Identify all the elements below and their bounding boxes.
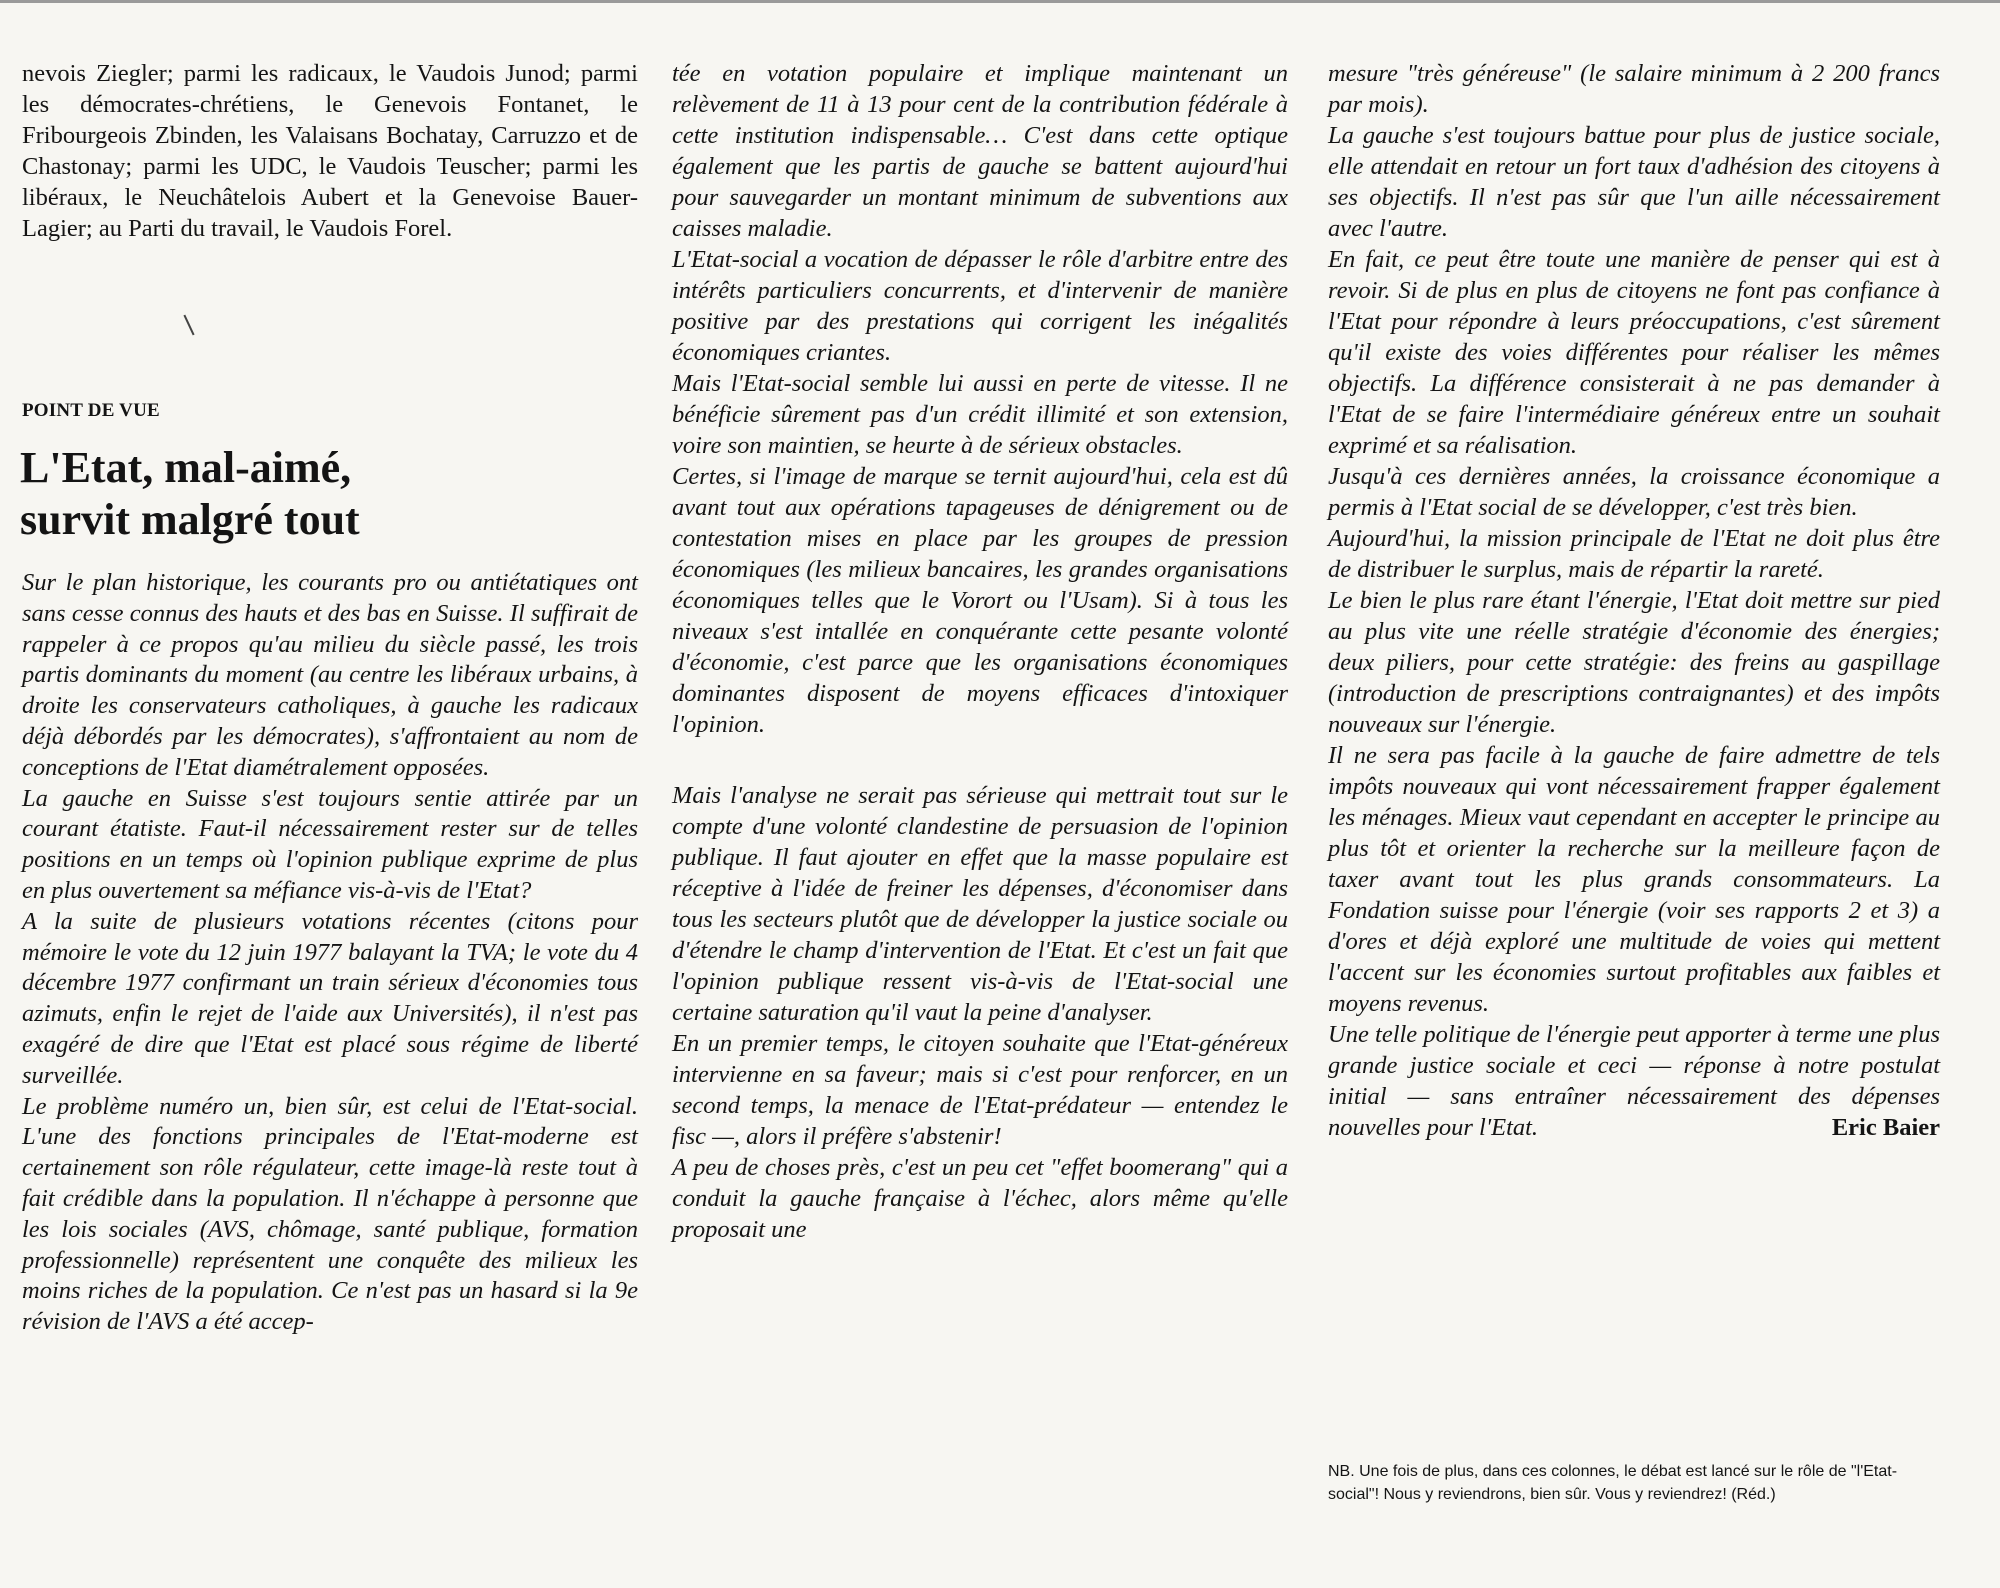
article-paragraph: Il ne sera pas facile à la gauche de faire admettre de tels impôts nouveaux qui vont nécessairement frapper également les ménages. Mieux vaut cependant en accepter le principe au plus tôt et orienter la recherche sur la meilleure façon de taxer avant tout les plus grands consommateurs. La Fondation suisse pour l'énergie (voir ses rapports 2 et 3) a d'ores et déjà exploré une multitude de voies qui mettent l'accent sur les économies surtout profitables aux faibles et moyens revenus.	[1328, 742, 1940, 1017]
article-paragraph: A peu de choses près, c'est un peu cet "effet boomerang" qui a conduit la gauche française à l'échec, alors même qu'elle proposait une	[672, 1154, 1288, 1243]
article-paragraph: mesure "très généreuse" (le salaire minimum à 2 200 francs par mois).	[1328, 60, 1940, 118]
article-paragraph: A la suite de plusieurs votations récentes (citons pour mémoire le vote du 12 juin 1977 balayant la TVA; le vote du 4 décembre 1977 confirmant un train sérieux d'économies tous azimuts, enfin le rejet de l'aide aux Universités), il n'est pas exagéré de dire que l'Etat est placé sous régime de liberté surveillée.	[22, 907, 638, 1089]
article-paragraph: Sur le plan historique, les courants pro ou antiétatiques ont sans cesse connus des hauts et des bas en Suisse. Il suffirait de rappeler à ce propos qu'au milieu du siècle passé, les trois partis dominants du moment (au centre les libéraux urbains, à droite les conservateurs catholiques, à gauche les radicaux déjà débordés par les démocrates), s'affrontaient au nom de conceptions de l'Etat diamétralement opposées.	[22, 569, 638, 781]
article-paragraph: La gauche s'est toujours battue pour plus de justice sociale, elle attendait en retour un fort taux d'adhésion des citoyens à ses objectifs. Il n'est pas sûr que l'un aille nécessairement avec l'autre.	[1328, 122, 1940, 242]
article-paragraph: Jusqu'à ces dernières années, la croissance économique a permis à l'Etat social de se développer, c'est très bien.	[1328, 463, 1940, 521]
intro-column	[22, 58, 638, 244]
article-paragraph: Le problème numéro un, bien sûr, est celui de l'Etat-social. L'une des fonctions principales de l'Etat-moderne est certainement son rôle régulateur, cette image-là reste tout à fait crédible dans la population. Il n'échappe à personne que les lois sociales (AVS, chômage, santé publique, formation professionnelle) représentent une conquête des milieux les moins riches de la population. Ce n'est pas un hasard si la 9e révision de l'AVS a été accep-	[22, 1092, 638, 1336]
article-paragraph: Mais l'Etat-social semble lui aussi en perte de vitesse. Il ne bénéficie sûrement pas d'un crédit illimité et son extension, voire son maintien, se heurte à de sérieux obstacles.	[672, 370, 1288, 459]
section-kicker: POINT DE VUE	[22, 400, 160, 421]
article-paragraph: L'Etat-social a vocation de dépasser le rôle d'arbitre entre des intérêts particuliers concurrents, et d'intervenir de manière positive par des prestations qui corrigent les inégalités économiques criantes.	[672, 246, 1288, 366]
article-paragraph: Aujourd'hui, la mission principale de l'Etat ne doit plus être de distribuer le surplus, mais de répartir la rareté.	[1328, 525, 1940, 583]
paragraph-gap	[672, 740, 1288, 780]
article-paragraph: Mais l'analyse ne serait pas sérieuse qui mettrait tout sur le compte d'une volonté clandestine de persuasion de l'opinion publique. Il faut ajouter en effet que la masse populaire est réceptive à l'idée de freiner les dépenses, d'économiser dans tous les secteurs plutôt que de développer la justice sociale ou d'étendre le champ d'intervention de l'Etat. Et c'est un fait que l'opinion publique ressent vis-à-vis de l'Etat-social une certaine saturation qu'il vaut la peine d'analyser.	[672, 782, 1288, 1026]
article-column-3	[1328, 58, 1940, 1143]
headline-line-1: L'Etat, mal-aimé,	[20, 443, 352, 492]
article-paragraph: Une telle politique de l'énergie peut apporter à terme une plus grande justice sociale et ceci — réponse à notre postulat initial — sans entraîner nécessairement des dépenses nouvelles pour l'Etat.	[1328, 1021, 1940, 1141]
article-column-1	[22, 568, 638, 1338]
article-paragraph: Certes, si l'image de marque se ternit aujourd'hui, cela est dû avant tout aux opérations tapageuses de dénigrement ou de contestation mises en place par les groupes de pression économiques (les milieux bancaires, les grandes organisations économiques telles que le Vorort ou l'Usam). Si à tous les niveaux s'est intallée en conquérante cette pesante volonté d'économie, c'est parce que les organisations économiques dominantes disposent de moyens efficaces d'intoxiquer l'opinion.	[672, 463, 1288, 738]
article-headline	[20, 442, 636, 546]
article-paragraph: La gauche en Suisse s'est toujours sentie attirée par un courant étatiste. Faut-il nécessairement rester sur de telles positions en un temps où l'opinion publique exprime de plus en plus ouvertement sa méfiance vis-à-vis de l'Etat?	[22, 784, 638, 904]
article-paragraph: tée en votation populaire et implique maintenant un relèvement de 11 à 13 pour cent de la contribution fédérale à cette institution indispensable… C'est dans cette optique également que les partis de gauche se battent aujourd'hui pour sauvegarder un montant minimum de subventions aux caisses maladie.	[672, 60, 1288, 242]
article-paragraph: En un premier temps, le citoyen souhaite que l'Etat-généreux intervienne en sa faveur; mais si c'est pour renforcer, en un second temps, la menace de l'Etat-prédateur — entendez le fisc —, alors il préfère s'abstenir!	[672, 1030, 1288, 1150]
intro-paragraph: nevois Ziegler; parmi les radicaux, le Vaudois Junod; parmi les démocrates-chrétiens, le Genevois Fontanet, le Fribourgeois Zbinden, les Valaisans Bochatay, Carruzzo et de Chastonay; parmi les UDC, le Vaudois Teuscher; parmi les libéraux, le Neuchâtelois Aubert et la Genevoise Bauer-Lagier; au Parti du travail, le Vaudois Forel.	[22, 60, 638, 242]
editor-note: NB. Une fois de plus, dans ces colonnes, le débat est lancé sur le rôle de "l'Etat-social"! Nous y reviendrons, bien sûr. Vous y reviendrez! (Réd.)	[1328, 1463, 1898, 1503]
article-column-2	[672, 58, 1288, 1245]
stray-mark	[183, 315, 194, 336]
headline-line-2: survit malgré tout	[20, 495, 360, 544]
article-paragraph: Le bien le plus rare étant l'énergie, l'Etat doit mettre sur pied au plus vite une réelle stratégie d'économie des énergies; deux piliers, pour cette stratégie: des freins au gaspillage (introduction de prescriptions contraignantes) et des impôts nouveaux sur l'énergie.	[1328, 587, 1940, 738]
article-paragraph: En fait, ce peut être toute une manière de penser qui est à revoir. Si de plus en plus de citoyens ne font pas confiance à l'Etat pour répondre à leurs préoccupations, c'est sûrement qu'il existe des voies différentes pour réaliser les mêmes objectifs. La différence consisterait à ne pas demander à l'Etat de se faire l'intermédiaire généreux entre un souhait exprimé et sa réalisation.	[1328, 246, 1940, 459]
page-top-rule	[0, 0, 2000, 3]
author-signature: Eric Baier	[1831, 1114, 1940, 1141]
